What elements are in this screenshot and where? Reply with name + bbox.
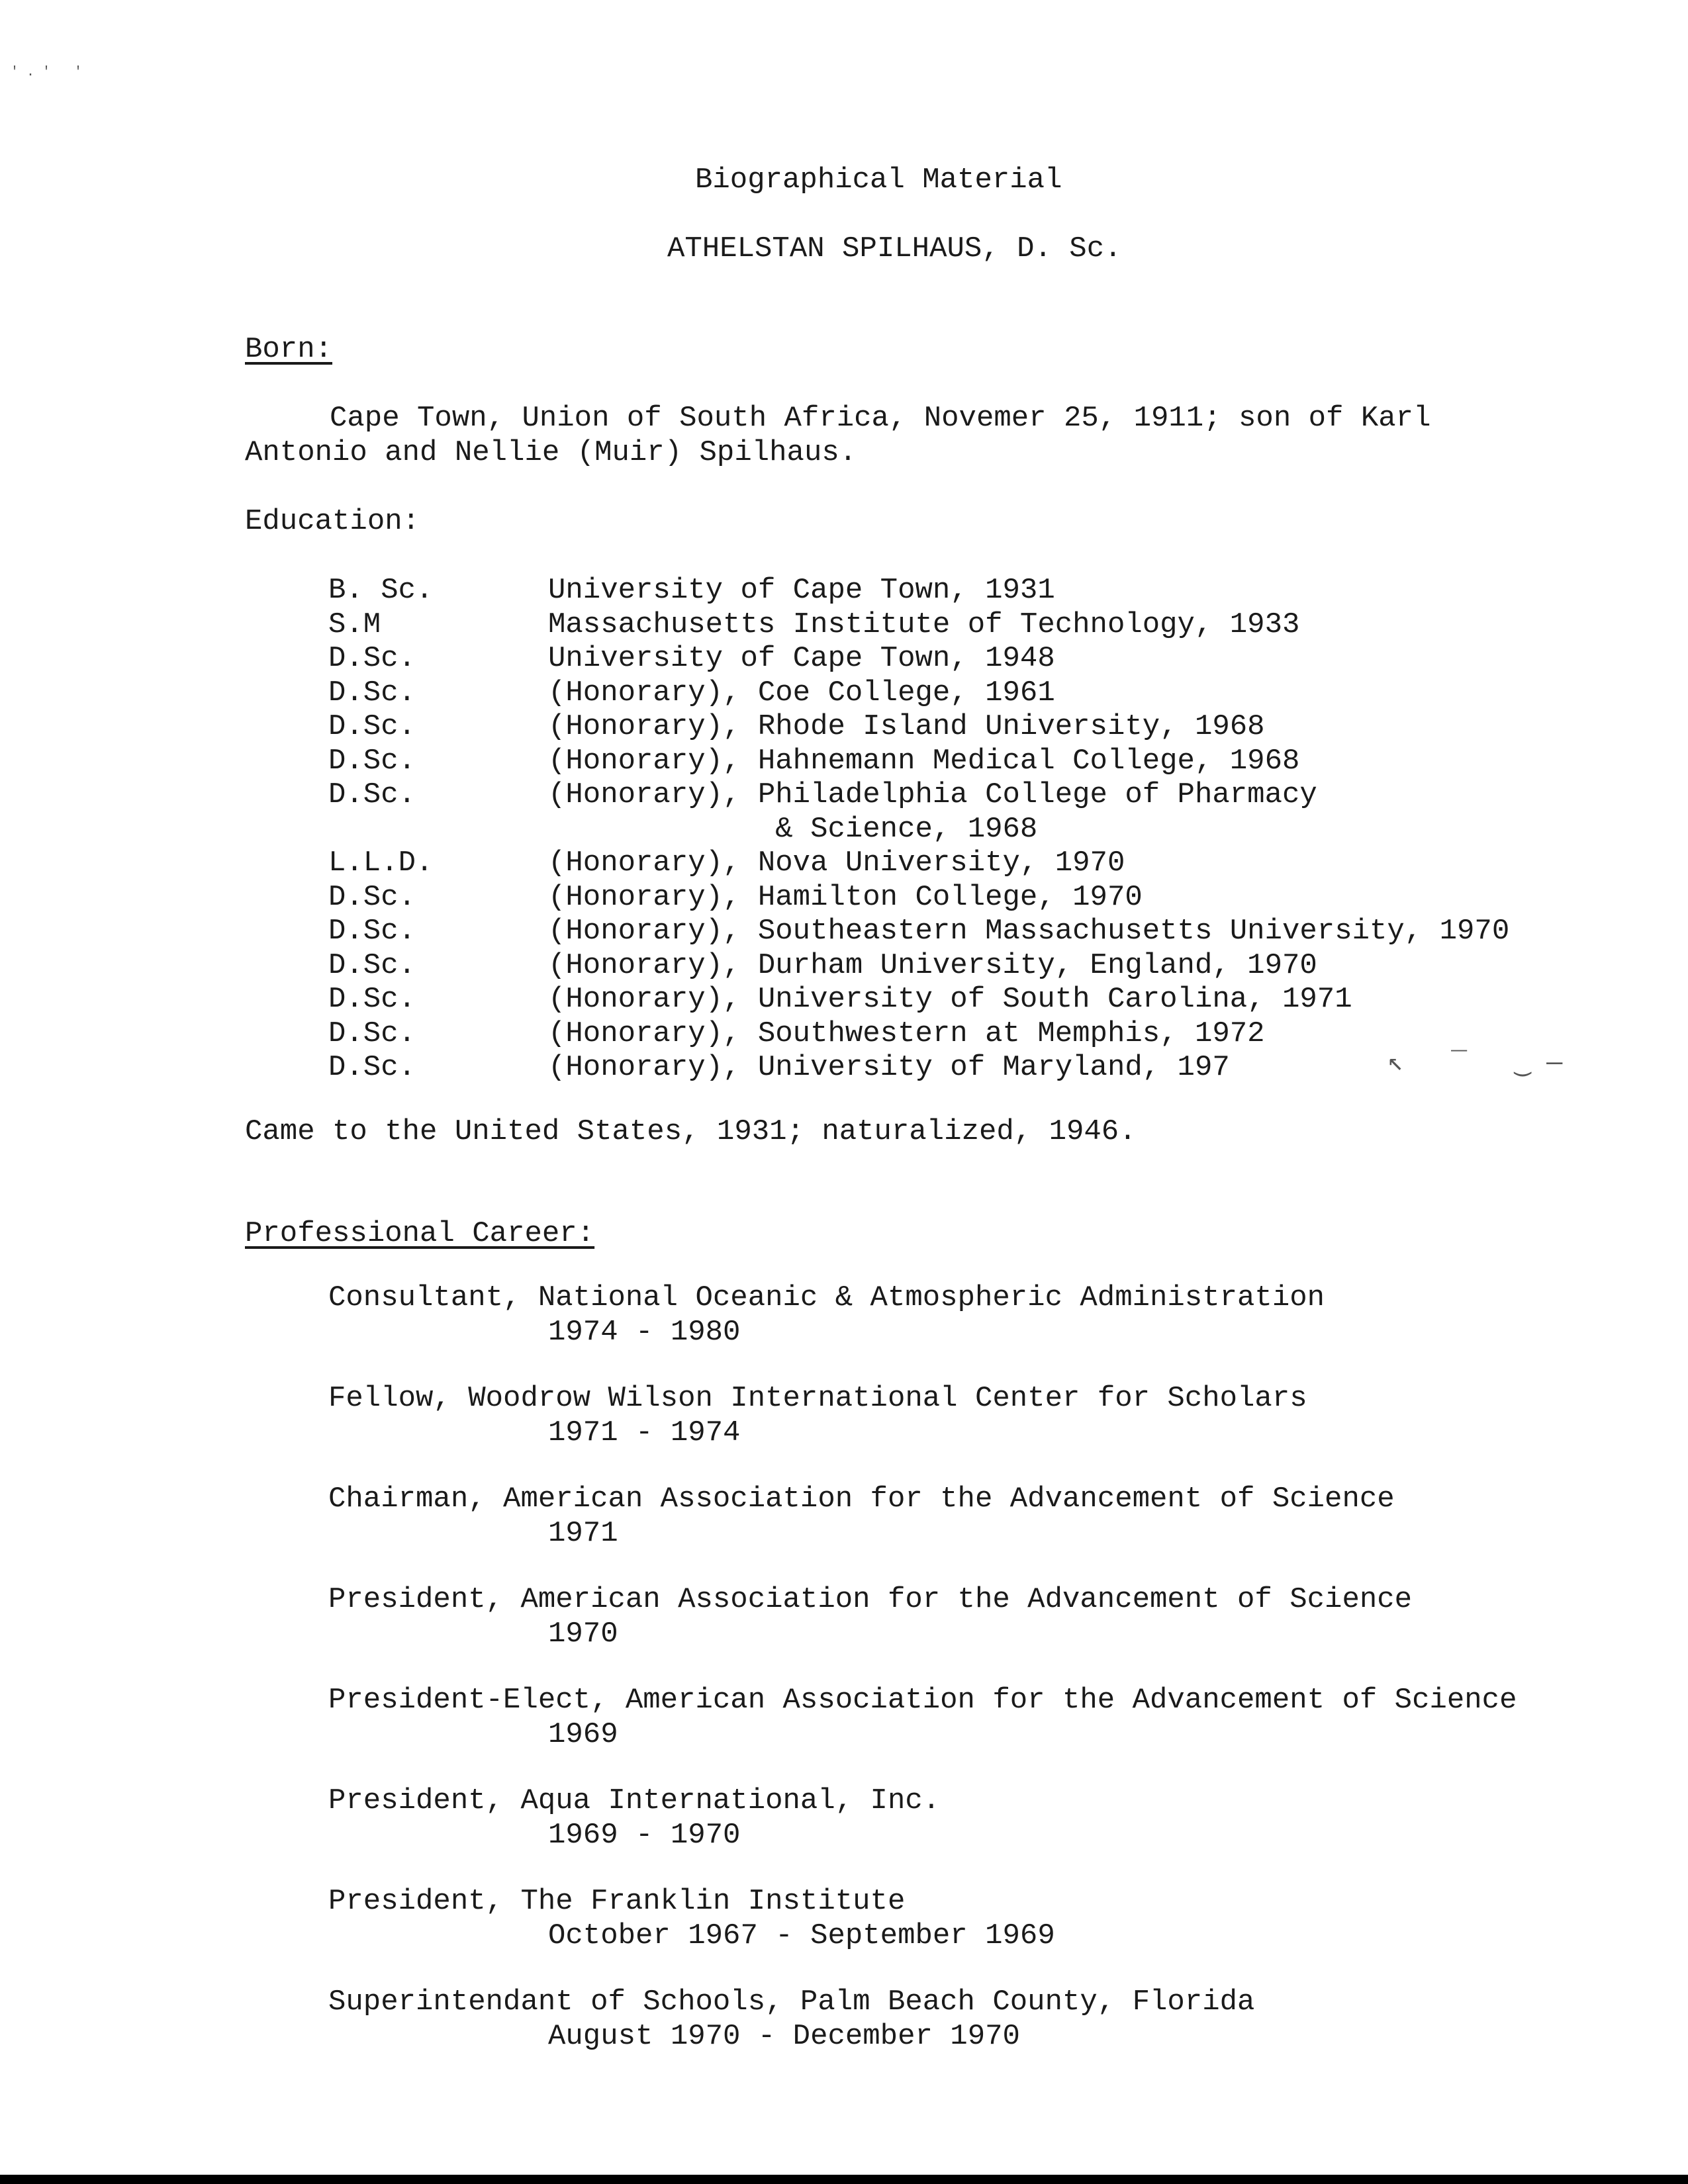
scan-specks: ' . ' ' bbox=[11, 65, 83, 80]
education-degree: D.Sc. bbox=[328, 948, 416, 982]
education-institution: (Honorary), University of Maryland, 197 bbox=[548, 1051, 1230, 1084]
education-institution: (Honorary), University of South Carolina, 1971 bbox=[548, 983, 1352, 1016]
career-dates: 1974 - 1980 bbox=[548, 1316, 741, 1349]
education-degree: D.Sc. bbox=[328, 983, 416, 1016]
education-institution: Massachusetts Institute of Technology, 1933 bbox=[548, 608, 1300, 641]
education-institution: (Honorary), Hamilton College, 1970 bbox=[548, 880, 1143, 914]
career-position: President, Aqua International, Inc. bbox=[328, 1784, 941, 1817]
career-item bbox=[328, 1582, 1517, 1683]
education-row bbox=[328, 744, 1509, 778]
education-degree: D.Sc. bbox=[328, 1051, 416, 1084]
career-list bbox=[328, 1281, 1517, 2085]
education-row bbox=[328, 676, 1509, 710]
education-degree: B. Sc. bbox=[328, 574, 434, 607]
career-position: Consultant, National Oceanic & Atmospheric Administration bbox=[328, 1281, 1325, 1314]
career-item bbox=[328, 1784, 1517, 1884]
education-institution: University of Cape Town, 1931 bbox=[548, 574, 1055, 607]
education-institution: (Honorary), Coe College, 1961 bbox=[548, 676, 1055, 709]
education-degree: D.Sc. bbox=[328, 710, 416, 743]
education-degree bbox=[328, 812, 548, 846]
education-row bbox=[328, 812, 1509, 846]
education-degree: D.Sc. bbox=[328, 642, 416, 675]
born-heading: Born: bbox=[245, 333, 333, 366]
education-institution: (Honorary), Southeastern Massachusetts University, 1970 bbox=[548, 915, 1510, 948]
education-row bbox=[328, 608, 1509, 642]
education-institution: (Honorary), Nova University, 1970 bbox=[548, 846, 1125, 880]
career-item bbox=[328, 1985, 1517, 2085]
document-subtitle: ATHELSTAN SPILHAUS, D. Sc. bbox=[667, 232, 1122, 265]
education-degree: D.Sc. bbox=[328, 676, 416, 709]
career-item bbox=[328, 1884, 1517, 1985]
education-institution: (Honorary), Durham University, England, 1970 bbox=[548, 948, 1317, 982]
career-dates: August 1970 - December 1970 bbox=[548, 2020, 1020, 2053]
education-heading: Education: bbox=[245, 505, 420, 538]
career-dates: 1971 - 1974 bbox=[548, 1416, 741, 1449]
education-institution: (Honorary), Rhode Island University, 1968 bbox=[548, 710, 1265, 743]
career-dates: 1970 bbox=[548, 1617, 618, 1651]
scan-border bbox=[0, 2175, 1688, 2184]
education-institution: (Honorary), Southwestern at Memphis, 1972 bbox=[548, 1017, 1265, 1050]
education-degree: D.Sc. bbox=[328, 1017, 416, 1050]
education-row bbox=[328, 1017, 1509, 1051]
career-item bbox=[328, 1482, 1517, 1582]
education-row bbox=[328, 778, 1509, 812]
career-item bbox=[328, 1281, 1517, 1381]
career-position: Chairman, American Association for the Advancement of Science bbox=[328, 1482, 1395, 1516]
career-position: Fellow, Woodrow Wilson International Center for Scholars bbox=[328, 1382, 1307, 1415]
education-row bbox=[328, 846, 1509, 880]
naturalized-text: Came to the United States, 1931; naturalized, 1946. bbox=[245, 1115, 1137, 1148]
education-institution: & Science, 1968 bbox=[548, 812, 1038, 846]
career-dates: 1969 - 1970 bbox=[548, 1819, 741, 1852]
education-institution: (Honorary), Hahnemann Medical College, 1968 bbox=[548, 744, 1300, 778]
education-degree: S.M bbox=[328, 608, 381, 641]
born-text bbox=[245, 401, 1503, 470]
education-degree: D.Sc. bbox=[328, 915, 416, 948]
education-institution: (Honorary), Philadelphia College of Pharmacy bbox=[548, 778, 1317, 811]
education-institution: University of Cape Town, 1948 bbox=[548, 642, 1055, 675]
career-position: President, The Franklin Institute bbox=[328, 1885, 906, 1918]
education-list bbox=[328, 573, 1509, 1085]
education-row bbox=[328, 1050, 1509, 1085]
education-row bbox=[328, 641, 1509, 676]
education-row bbox=[328, 573, 1509, 608]
document-title: Biographical Material bbox=[695, 163, 1062, 197]
education-row bbox=[328, 709, 1509, 744]
career-item bbox=[328, 1381, 1517, 1482]
education-row bbox=[328, 880, 1509, 915]
career-heading: Professional Career: bbox=[245, 1217, 595, 1250]
education-row bbox=[328, 948, 1509, 983]
career-position: Superintendant of Schools, Palm Beach County, Florida bbox=[328, 1985, 1255, 2019]
education-degree: D.Sc. bbox=[328, 880, 416, 914]
career-dates: 1969 bbox=[548, 1718, 618, 1751]
born-paragraph: Cape Town, Union of South Africa, Novemer 25, 1911; son of Karl Antonio and Nellie (Muir) Spilhaus. bbox=[245, 402, 1448, 469]
education-degree: D.Sc. bbox=[328, 744, 416, 778]
career-dates: October 1967 - September 1969 bbox=[548, 1919, 1055, 1952]
education-row bbox=[328, 914, 1509, 948]
career-position: President, American Association for the Advancement of Science bbox=[328, 1583, 1413, 1616]
education-row bbox=[328, 982, 1509, 1017]
career-item bbox=[328, 1683, 1517, 1784]
education-degree: D.Sc. bbox=[328, 778, 416, 811]
scan-mark: ↖ ‾ ‿ — bbox=[1387, 1049, 1563, 1079]
career-dates: 1971 bbox=[548, 1517, 618, 1550]
education-degree: L.L.D. bbox=[328, 846, 434, 880]
career-position: President-Elect, American Association for the Advancement of Science bbox=[328, 1684, 1517, 1717]
